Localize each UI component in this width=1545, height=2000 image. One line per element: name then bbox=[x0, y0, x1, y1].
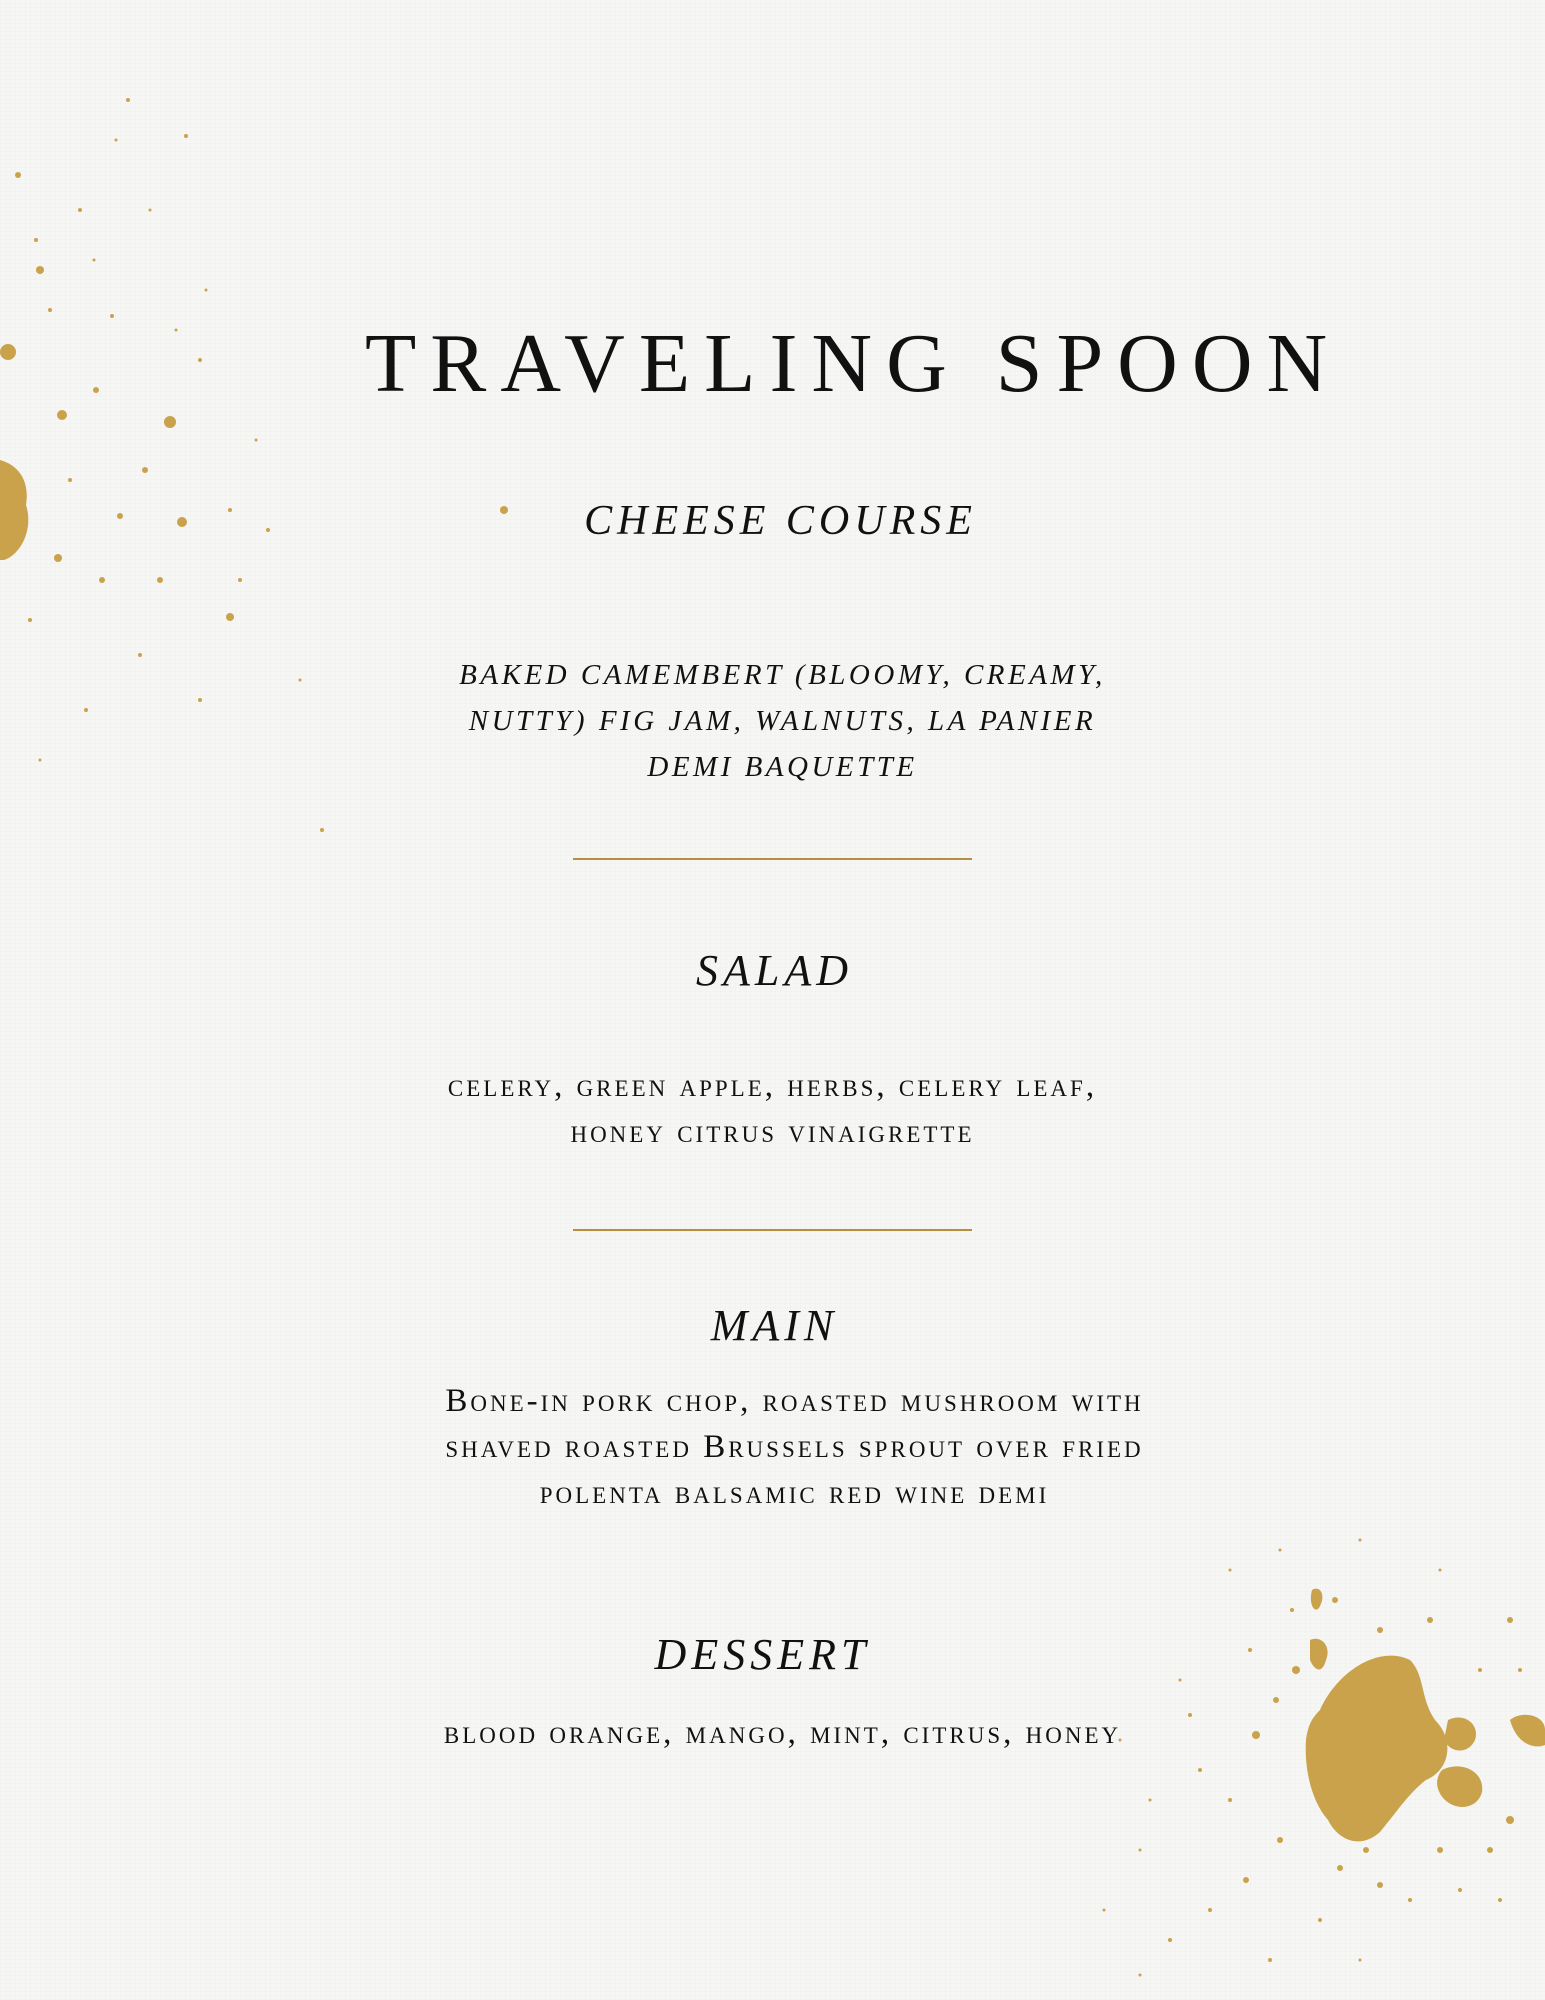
section-description-dessert: blood orange, mango, mint, citrus, honey bbox=[443, 1715, 1122, 1751]
section-heading-salad: SALAD bbox=[696, 946, 853, 995]
section-heading-main: MAIN bbox=[710, 1301, 839, 1350]
section-description-salad: celery, green apple, herbs, celery leaf, honey citrus vinaigrette bbox=[447, 1068, 1098, 1150]
section-heading-dessert: DESSERT bbox=[654, 1630, 871, 1679]
section-description-main: Bone-in pork chop, roasted mushroom with shaved roasted Brussels sprout over fried polenta balsamic red wine demi bbox=[445, 1383, 1144, 1511]
section-heading-cheese-course: CHEESE COURSE bbox=[584, 498, 977, 544]
section-divider bbox=[573, 858, 972, 860]
restaurant-title: TRAVELING SPOON bbox=[365, 317, 1342, 410]
section-description-cheese-course: BAKED CAMEMBERT (BLOOMY, CREAMY, NUTTY) FIG JAM, WALNUTS, LA PANIER DEMI BAQUETTE bbox=[459, 659, 1106, 783]
section-divider bbox=[573, 1229, 972, 1231]
